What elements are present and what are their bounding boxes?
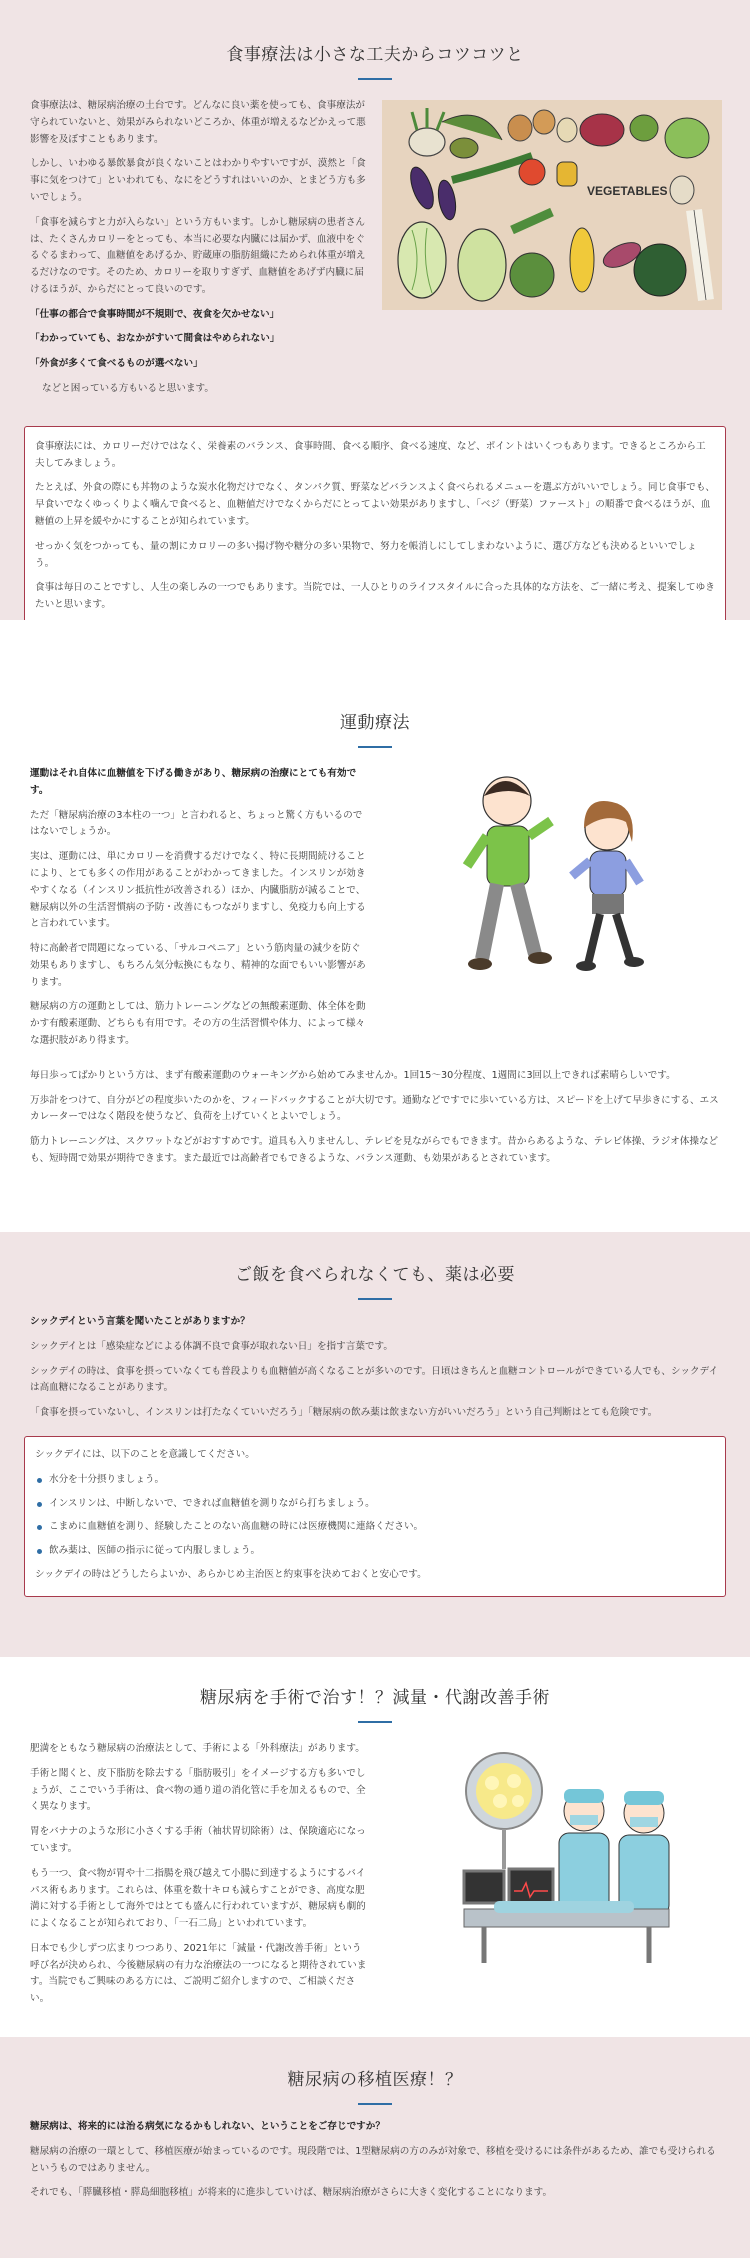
surgery-p2: 手術と聞くと、皮下脂肪を除去する「脂肪吸引」をイメージする方も多いでしょうが、ここでいう手術は、食べ物の通り道の消化管に手を加えるもので、全く異なります。	[30, 1767, 366, 1813]
exercise-text	[30, 766, 370, 1058]
exercise-w2: 万歩計をつけて、自分がどの程度歩いたのかを、フィードバックすることが大切です。通勤などですでに歩いている方は、スピードを上げて早歩きにする、エスカレーターではなく階段を使うなど、負荷を上げていくとよいでしょう。	[30, 1094, 719, 1123]
sickday-text	[30, 1314, 720, 1422]
vegetables-image	[382, 100, 722, 310]
diet-quote-2: 「わかっていても、おなかがすいて間食はやめられない」	[30, 333, 280, 345]
diet-title: 食事療法は小さな工夫からコツコツと	[226, 45, 524, 65]
title-underline	[358, 1298, 392, 1300]
surgery-title: 糖尿病を手術で治す！？減量・代謝改善手術	[200, 1688, 550, 1708]
list-item: インスリンは、中断しないで、できれば血糖値を測りながら打ちましょう。	[35, 1496, 715, 1513]
sickday-p3: 「食事を摂っていないし、インスリンは打たなくていいだろう」「糖尿病の飲み薬は飲まない方がいいだろう」という自己判断はとても危険です。	[30, 1407, 658, 1419]
diet-text	[30, 98, 370, 406]
sickday-box-intro: シックデイには、以下のことを意識してください。	[35, 1449, 255, 1460]
sickday-list	[35, 1472, 715, 1560]
transplant-title: 糖尿病の移植医療！？	[287, 2070, 463, 2090]
transplant-p2: それでも、「膵臓移植・膵島細胞移植」が将来的に進歩していけば、糖尿病治療がさらに大きく変化することになります。	[30, 2187, 553, 2199]
exercise-p2: 実は、運動には、単にカロリーを消費するだけでなく、特に長期間続けることにより、とても多くの作用があることがわかってきました。インスリンが効きやすくなる（インスリン抵抗性が改善される）ほか、内臓脂肪が減ることで、糖尿病以外の生活習慣病の予防・改善にもつながりますし、免疫力も向上すると言われています。	[30, 851, 366, 930]
sickday-lead: シックデイという言葉を聞いたことがありますか？	[30, 1316, 250, 1328]
diet-box-p1: 食事療法には、カロリーだけではなく、栄養素のバランス、食事時間、食べる順序、食べる速度、など、ポイントはいくつもあります。できるところから工夫してみましょう。	[35, 440, 706, 469]
surgery-image	[404, 1741, 704, 1971]
exercise-title: 運動療法	[340, 713, 410, 733]
surgery-text	[30, 1741, 370, 2016]
surgery-p1: 肥満をともなう糖尿病の治療法として、手術による「外科療法」があります。	[30, 1743, 365, 1755]
list-item: こまめに血糖値を測り、経験したことのない高血糖の時には医療機関に連絡ください。	[35, 1519, 715, 1536]
transplant-lead: 糖尿病は、将来的には治る病気になるかもしれない、ということをご存じですか？	[30, 2121, 385, 2133]
vegetables-illustration	[382, 100, 722, 310]
surgery-p3: 胃をバナナのような形に小さくする手術（袖状胃切除術）は、保険適応になっています。	[30, 1826, 366, 1854]
transplant-section	[0, 2037, 750, 2258]
exercise-lead: 運動はそれ自体に血糖値を下げる働きがあり、糖尿病の治療にとても有効です。	[30, 768, 357, 796]
diet-p4: などと困っている方もいると思います。	[42, 383, 214, 395]
diet-box-p2: たとえば、外食の際にも丼物のような炭水化物だけでなく、タンパク質、野菜などバランスよく食べられるメニューを選ぶ方がいいでしょう。同じ食事でも、早食いでなくゆっくりよく噛んで食べると、血糖値だけでなくからだにとってよい効果がありますし、「ベジ（野菜）ファースト」の順番で食べるほうが、血糖値の上昇を緩やかにすることが知られています。	[35, 482, 716, 527]
diet-section	[0, 0, 750, 620]
surgery-section	[0, 1657, 750, 2037]
exercise-w3: 筋力トレーニングは、スクワットなどがおすすめです。道具も入りませんし、テレビを見ながらでもできます。昔からあるような、テレビ体操、ラジオ体操なども、短時間で効果が期待できます。また最近では高齢者でもできるような、バランス運動、も効果があるとされています。	[30, 1136, 719, 1164]
walking-image	[402, 766, 702, 981]
diet-p2: しかし、いわゆる暴飲暴食が良くないことはわかりやすいですが、漠然と「食事に気をつけて」といわれても、なにをどうすれはいいのか、とまどう方も多いでしょう。	[30, 158, 366, 203]
exercise-p3: 特に高齢者で問題になっている、「サルコペニア」という筋肉量の減少を防ぐ効果もありますし、もちろん気分転換にもなり、精神的な面でもいい影響があります。	[30, 943, 366, 988]
list-item: 飲み薬は、医師の指示に従って内服しましょう。	[35, 1543, 715, 1560]
exercise-w1: 毎日歩ってばかりという方は、まず有酸素運動のウォーキングから始めてみませんか。1回15～30分程度、1週間に3回以上できれば素晴らしいです。	[30, 1069, 676, 1081]
transplant-p1: 糖尿病の治療の一環として、移植医療が始まっているのです。現段階では、1型糖尿病の方のみが対象で、移植を受けるには条件があるため、誰でも受けられるというものではありません。	[30, 2145, 716, 2174]
diet-p1: 食事療法は、糖尿病治療の土台です。どんなに良い薬を使っても、食事療法が守られていないと、効果がみられないどころか、体重が増えるなどかえって悪影響を及ぼすこともあります。	[30, 100, 366, 145]
surgery-p4: もう一つ、食べ物が胃や十二指腸を飛び越えて小腸に到達するようにするバイパス術もあります。これらは、体重を数十キロも減らすことができ、高度な肥満に対する手術として海外ではとても盛んに行われていますが、糖尿病も劇的によくなることが知られており、「一石二鳥」といわれています。	[30, 1867, 366, 1930]
diet-tips-box	[24, 426, 726, 620]
sickday-section	[0, 1232, 750, 1657]
title-underline	[358, 746, 392, 748]
diet-quote-1: 「仕事の都合で食事時間が不規則で、夜食を欠かせない」	[30, 308, 280, 320]
diet-box-p3: せっかく気をつかっても、量の割にカロリーの多い揚げ物や糖分の多い果物で、努力を帳消しにしてしまわないように、選び方なども決めるといいでしょう。	[35, 540, 697, 569]
title-underline	[358, 2103, 392, 2105]
surgery-illustration	[404, 1741, 704, 1971]
sickday-tips-box	[24, 1436, 726, 1597]
diet-box-p4: 食事は毎日のことですし、人生の楽しみの一つでもあります。当院では、一人ひとりのライフスタイルに合った具体的な方法を、ご一緒に考え、提案してゆきたいと思います。	[35, 582, 715, 611]
title-underline	[358, 78, 392, 80]
sickday-p2: シックデイの時は、食事を摂っていなくても普段よりも血糖値が高くなることが多いのです。日頃はきちんと血糖コントロールができている人でも、シックデイは高血糖になることがあります。	[30, 1365, 719, 1394]
surgery-p5: 日本でも少しずつ広まりつつあり、2021年に「減量・代謝改善手術」という呼び名が決められ、今後糖尿病の有力な治療法の一つになると期待されています。当院でもご興味のある方には、ご説明ご紹介しますので、ご相談ください。	[30, 1942, 367, 2005]
title-underline	[358, 1721, 392, 1723]
exercise-walking-text	[30, 1068, 722, 1168]
diet-p3: 「食事を減らすと力が入らない」という方もいます。しかし糖尿病の患者さんは、たくさんカロリーをとっても、本当に必要な内臓には届かず、血液中をぐるぐるまわって、血糖値をあげるか、貯蔵庫の脂肪組織にためられ体重が増えるだけなのです。そのため、カロリーを取りすぎず、血糖値をあげず内臓に届けるほうが、からだにとって良いのです。	[30, 216, 366, 295]
sickday-title: ご飯を食べられなくても、薬は必要	[235, 1265, 515, 1285]
diet-quote-3: 「外食が多くて食べるものが選べない」	[30, 358, 203, 370]
sickday-p1: シックデイとは「感染症などによる体調不良で食事が取れない日」を指す言葉です。	[30, 1340, 393, 1352]
walking-couple-illustration	[402, 766, 702, 981]
sickday-box-outro: シックデイの時はどうしたらよいか、あらかじめ主治医と約束事を決めておくと安心です。	[35, 1568, 427, 1580]
exercise-section	[0, 656, 750, 1196]
exercise-p4: 糖尿病の方の運動としては、筋力トレーニングなどの無酸素運動、体全体を動かす有酸素運動、どちらも有用です。その方の生活習慣や体力、によって様々な選択肢があり得ます。	[30, 1001, 366, 1047]
list-item: 水分を十分摂りましょう。	[35, 1472, 715, 1489]
vegetables-label: VEGETABLES	[587, 184, 668, 199]
transplant-text	[30, 2119, 720, 2202]
exercise-p1: ただ「糖尿病治療の3本柱の一つ」と言われると、ちょっと驚く方もいるのではないでしょうか。	[30, 809, 363, 838]
